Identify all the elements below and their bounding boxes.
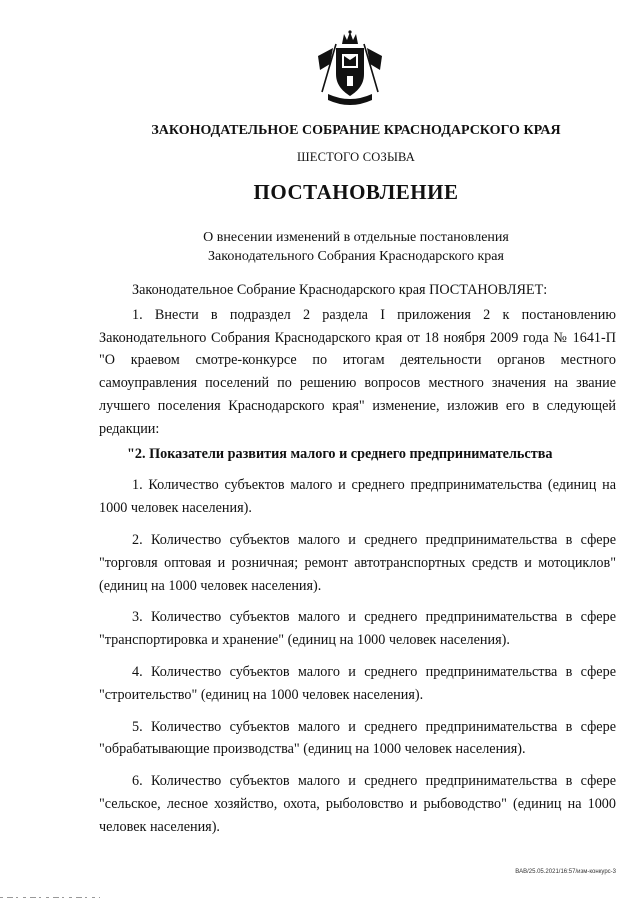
subject-line-1: О внесении изменений в отдельные постановления: [203, 230, 509, 245]
indicator-1: 1. Количество субъектов малого и среднего предпринимательства (единиц на 1000 человек населения).: [99, 477, 616, 517]
file-tag: ВАВ/25.05.2021/16:57/изм-конкурс-3: [515, 869, 616, 875]
item-1-paragraph: 1. Внести в подраздел 2 раздела I приложения 2 к постановлению Законодательного Собрания Краснодарского края от 18 ноября 2009 года № 1641-П "О краевом смотре-конкурсе по итогам деятельности органов местного самоуправления поселений по решению вопросов местного значения на звание лучшего поселения Краснодарского края" изменение, изложив его в следующей редакции:: [99, 306, 616, 437]
subject-line-2: Законодательного Собрания Краснодарского края: [208, 249, 504, 264]
document-type-title: ПОСТАНОВЛЕНИЕ: [253, 180, 459, 204]
preamble: Законодательное Собрание Краснодарского края ПОСТАНОВЛЯЕТ:: [132, 282, 548, 298]
document-body: [99, 279, 616, 839]
indicator-6: 6. Количество субъектов малого и среднего предпринимательства в сфере "сельское, лесное хозяйство, охота, рыболовство и рыбоводство" (единиц на 1000 человек населения).: [99, 773, 616, 835]
scan-artifact: [0, 896, 100, 899]
section-heading: "2. Показатели развития малого и среднего предпринимательства: [127, 445, 553, 462]
coat-of-arms-icon: [314, 30, 386, 110]
convocation-label: ШЕСТОГО СОЗЫВА: [296, 150, 416, 164]
organization-title: ЗАКОНОДАТЕЛЬНОЕ СОБРАНИЕ КРАСНОДАРСКОГО КРАЯ: [151, 123, 561, 138]
indicator-2: 2. Количество субъектов малого и среднего предпринимательства в сфере "торговля оптовая и розничная; ремонт автотранспортных средств и мотоциклов" (единиц на 1000 человек населения).: [99, 531, 616, 594]
indicator-4: 4. Количество субъектов малого и среднего предпринимательства в сфере "строительство" (единиц на 1000 человек населения).: [99, 663, 616, 703]
indicator-5: 5. Количество субъектов малого и среднего предпринимательства в сфере "обрабатывающие производства" (единиц на 1000 человек населения).: [99, 718, 616, 758]
indicator-3: 3. Количество субъектов малого и среднего предпринимательства в сфере "транспортировка и хранение" (единиц на 1000 человек населения).: [99, 609, 616, 649]
